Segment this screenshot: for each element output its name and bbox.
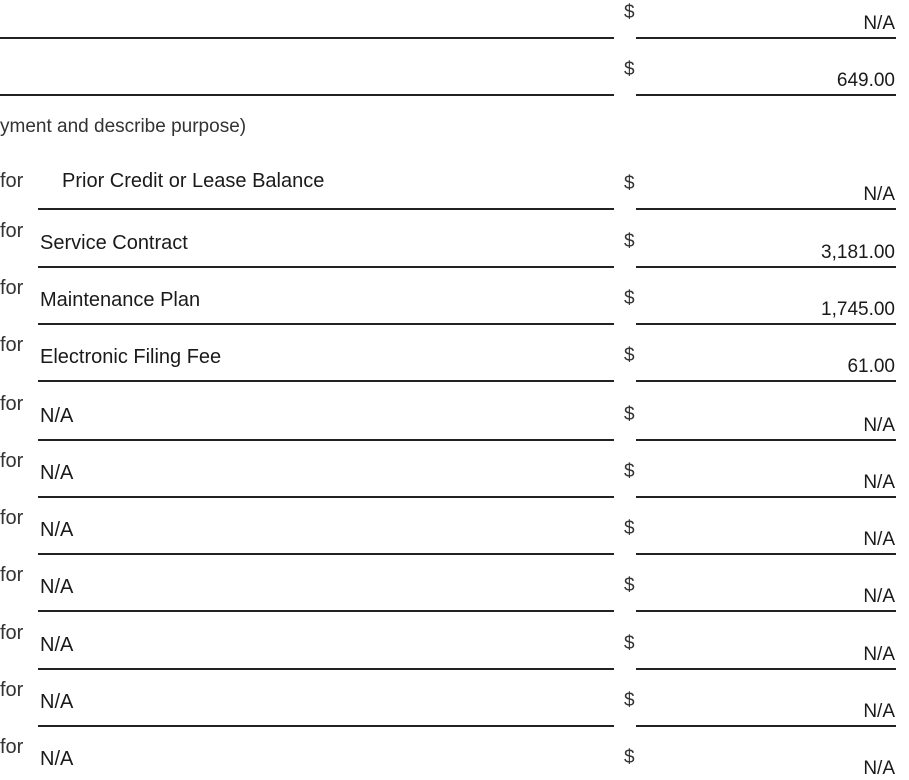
item-description-rule <box>38 610 614 612</box>
top-row-2-amount: 649.00 <box>836 70 895 91</box>
item-amount: N/A <box>863 758 895 779</box>
item-dollar-sign: $ <box>624 231 635 252</box>
item-amount: 61.00 <box>847 356 895 377</box>
item-for-label: for <box>0 622 24 644</box>
item-description: N/A <box>40 576 74 598</box>
item-amount-rule <box>636 553 896 555</box>
item-for-label: for <box>0 334 24 356</box>
item-description: Service Contract <box>40 232 188 254</box>
item-dollar-sign: $ <box>624 518 635 539</box>
item-for-label: for <box>0 450 24 472</box>
item-description: N/A <box>40 748 74 770</box>
item-amount: N/A <box>863 415 895 436</box>
item-for-label: for <box>0 736 24 758</box>
item-dollar-sign: $ <box>624 575 635 596</box>
item-description-rule <box>38 208 614 210</box>
item-amount: N/A <box>863 472 895 493</box>
item-amount: N/A <box>863 184 895 205</box>
item-dollar-sign: $ <box>624 633 635 654</box>
item-amount-rule <box>636 323 896 325</box>
item-amount: N/A <box>863 529 895 550</box>
section-heading: yment and describe purpose) <box>0 116 247 137</box>
item-description: N/A <box>40 405 74 427</box>
item-description: Maintenance Plan <box>40 289 201 311</box>
item-description: Electronic Filing Fee <box>40 346 222 368</box>
top-row-1-amount-rule <box>636 37 896 39</box>
item-for-label: for <box>0 220 24 242</box>
top-row-1-dollar: $ <box>624 2 635 23</box>
item-for-label: for <box>0 393 24 415</box>
item-amount: N/A <box>863 644 895 665</box>
item-amount: N/A <box>863 586 895 607</box>
item-dollar-sign: $ <box>624 690 635 711</box>
item-description-rule <box>38 496 614 498</box>
item-for-label: for <box>0 277 24 299</box>
item-amount-rule <box>636 208 896 210</box>
item-amount-rule <box>636 725 896 727</box>
item-dollar-sign: $ <box>624 404 635 425</box>
item-amount-rule <box>636 668 896 670</box>
item-dollar-sign: $ <box>624 345 635 366</box>
item-description-rule <box>38 323 614 325</box>
item-description-rule <box>38 553 614 555</box>
item-amount-rule <box>636 380 896 382</box>
item-description: N/A <box>40 462 74 484</box>
top-row-2-left-rule <box>0 94 614 96</box>
top-row-2-amount-rule <box>636 94 896 96</box>
item-amount-rule <box>636 496 896 498</box>
item-dollar-sign: $ <box>624 747 635 768</box>
item-description-rule <box>38 439 614 441</box>
item-dollar-sign: $ <box>624 173 635 194</box>
item-for-label: for <box>0 564 24 586</box>
item-dollar-sign: $ <box>624 461 635 482</box>
top-row-1-left-rule <box>0 37 614 39</box>
item-dollar-sign: $ <box>624 288 635 309</box>
item-amount: N/A <box>863 701 895 722</box>
item-amount-rule <box>636 266 896 268</box>
item-amount-rule <box>636 610 896 612</box>
item-description: N/A <box>40 691 74 713</box>
item-description: N/A <box>40 519 74 541</box>
item-for-label: for <box>0 507 24 529</box>
item-description: N/A <box>40 634 74 656</box>
top-row-2-dollar: $ <box>624 59 635 80</box>
top-row-1-amount: N/A <box>863 13 895 34</box>
item-description: Prior Credit or Lease Balance <box>62 170 325 192</box>
item-amount: 1,745.00 <box>821 299 895 320</box>
item-for-label: for <box>0 170 24 192</box>
item-description-rule <box>38 725 614 727</box>
item-description-rule <box>38 380 614 382</box>
item-description-rule <box>38 266 614 268</box>
item-amount-rule <box>636 439 896 441</box>
item-amount: 3,181.00 <box>821 242 895 263</box>
item-description-rule <box>38 668 614 670</box>
item-for-label: for <box>0 679 24 701</box>
